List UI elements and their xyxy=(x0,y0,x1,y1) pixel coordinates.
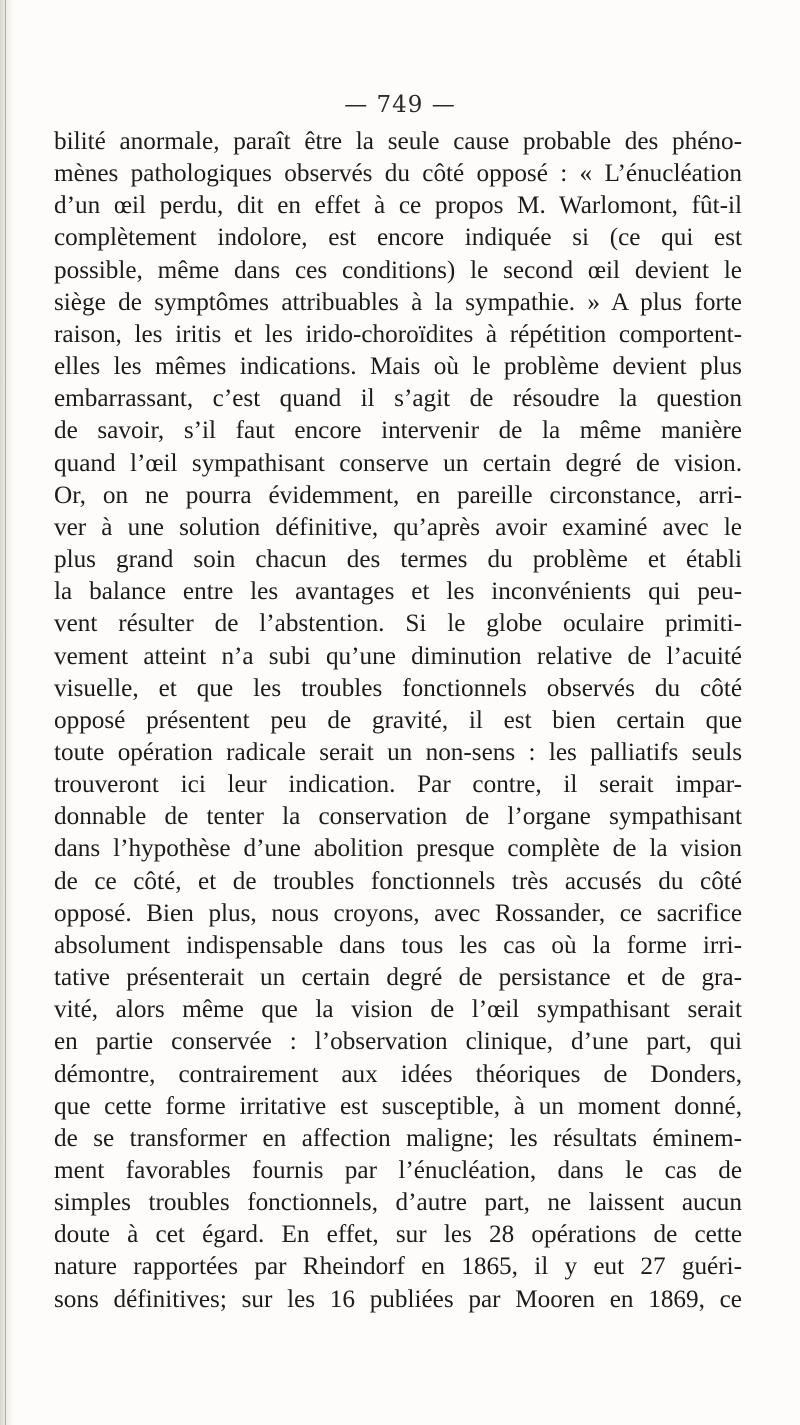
text-line: tative présenterait un certain degré de persistance et de gra- xyxy=(54,964,742,992)
text-line: que cette forme irritative est susceptible, à un moment donné, xyxy=(54,1092,742,1120)
text-line: démontre, contrairement aux idées théoriques de Donders, xyxy=(54,1060,742,1088)
text-line: dans l’hypothèse d’une abolition presque complète de la vision xyxy=(54,835,742,863)
text-line: trouveront ici leur indication. Par contre, il serait impar- xyxy=(54,771,742,799)
text-line: mènes pathologiques observés du côté opposé : « L’énucléation xyxy=(54,160,742,188)
page-number: — 749 — xyxy=(344,92,456,118)
text-line: complètement indolore, est encore indiquée si (ce qui est xyxy=(54,224,742,252)
binding-line xyxy=(5,0,6,1425)
text-line: de ce côté, et de troubles fonctionnels très accusés du côté xyxy=(54,867,742,895)
text-line: de savoir, s’il faut encore intervenir de la même manière xyxy=(54,417,742,445)
text-line: la balance entre les avantages et les inconvénients qui peu- xyxy=(54,578,742,606)
text-line: simples troubles fonctionnels, d’autre part, ne laissent aucun xyxy=(54,1189,742,1217)
text-line: donnable de tenter la conservation de l’organe sympathisant xyxy=(54,803,742,831)
text-line: siège de symptômes attribuables à la sympathie. » A plus forte xyxy=(54,288,742,316)
text-line: de se transformer en affection maligne; les résultats éminem- xyxy=(54,1124,742,1152)
text-line: plus grand soin chacun des termes du problème et établi xyxy=(54,546,742,574)
text-line: Or, on ne pourra évidemment, en pareille circonstance, arri- xyxy=(54,481,742,509)
text-line: toute opération radicale serait un non-sens : les palliatifs seuls xyxy=(54,738,742,766)
binding-edge xyxy=(0,0,14,1425)
text-line: ment favorables fournis par l’énucléation, dans le cas de xyxy=(54,1157,742,1184)
body-text xyxy=(54,126,742,1316)
text-line: sons définitives; sur les 16 publiées par Mooren en 1869, ce xyxy=(54,1285,742,1313)
text-line: ver à une solution définitive, qu’après avoir examiné avec le xyxy=(54,513,742,541)
text-line: en partie conservée : l’observation clinique, d’une part, qui xyxy=(54,1028,742,1056)
text-line: d’un œil perdu, dit en effet à ce propos M. Warlomont, fût-il xyxy=(54,192,742,220)
text-line: elles les mêmes indications. Mais où le problème devient plus xyxy=(54,353,742,381)
text-line: opposé présentent peu de gravité, il est bien certain que xyxy=(54,706,742,734)
text-line: quand l’œil sympathisant conserve un certain degré de vision. xyxy=(54,449,742,477)
text-line: doute à cet égard. En effet, sur les 28 opérations de cette xyxy=(54,1221,742,1249)
text-line: vement atteint n’a subi qu’une diminution relative de l’acuité xyxy=(54,642,742,670)
text-line: nature rapportées par Rheindorf en 1865, il y eut 27 guéri- xyxy=(54,1253,742,1281)
text-line: possible, même dans ces conditions) le second œil devient le xyxy=(54,256,742,284)
text-line: vent résulter de l’abstention. Si le globe oculaire primiti- xyxy=(54,610,742,638)
text-line: embarrassant, c’est quand il s’agit de résoudre la question xyxy=(54,385,742,413)
text-line: opposé. Bien plus, nous croyons, avec Rossander, ce sacrifice xyxy=(54,899,742,927)
text-line: visuelle, et que les troubles fonctionnels observés du côté xyxy=(54,674,742,702)
text-line: bilité anormale, paraît être la seule cause probable des phéno- xyxy=(54,128,742,155)
text-line: absolument indispensable dans tous les cas où la forme irri- xyxy=(54,931,742,959)
text-line: raison, les iritis et les irido-choroïdites à répétition comportent- xyxy=(54,320,742,348)
text-line: vité, alors même que la vision de l’œil sympathisant serait xyxy=(54,996,742,1024)
